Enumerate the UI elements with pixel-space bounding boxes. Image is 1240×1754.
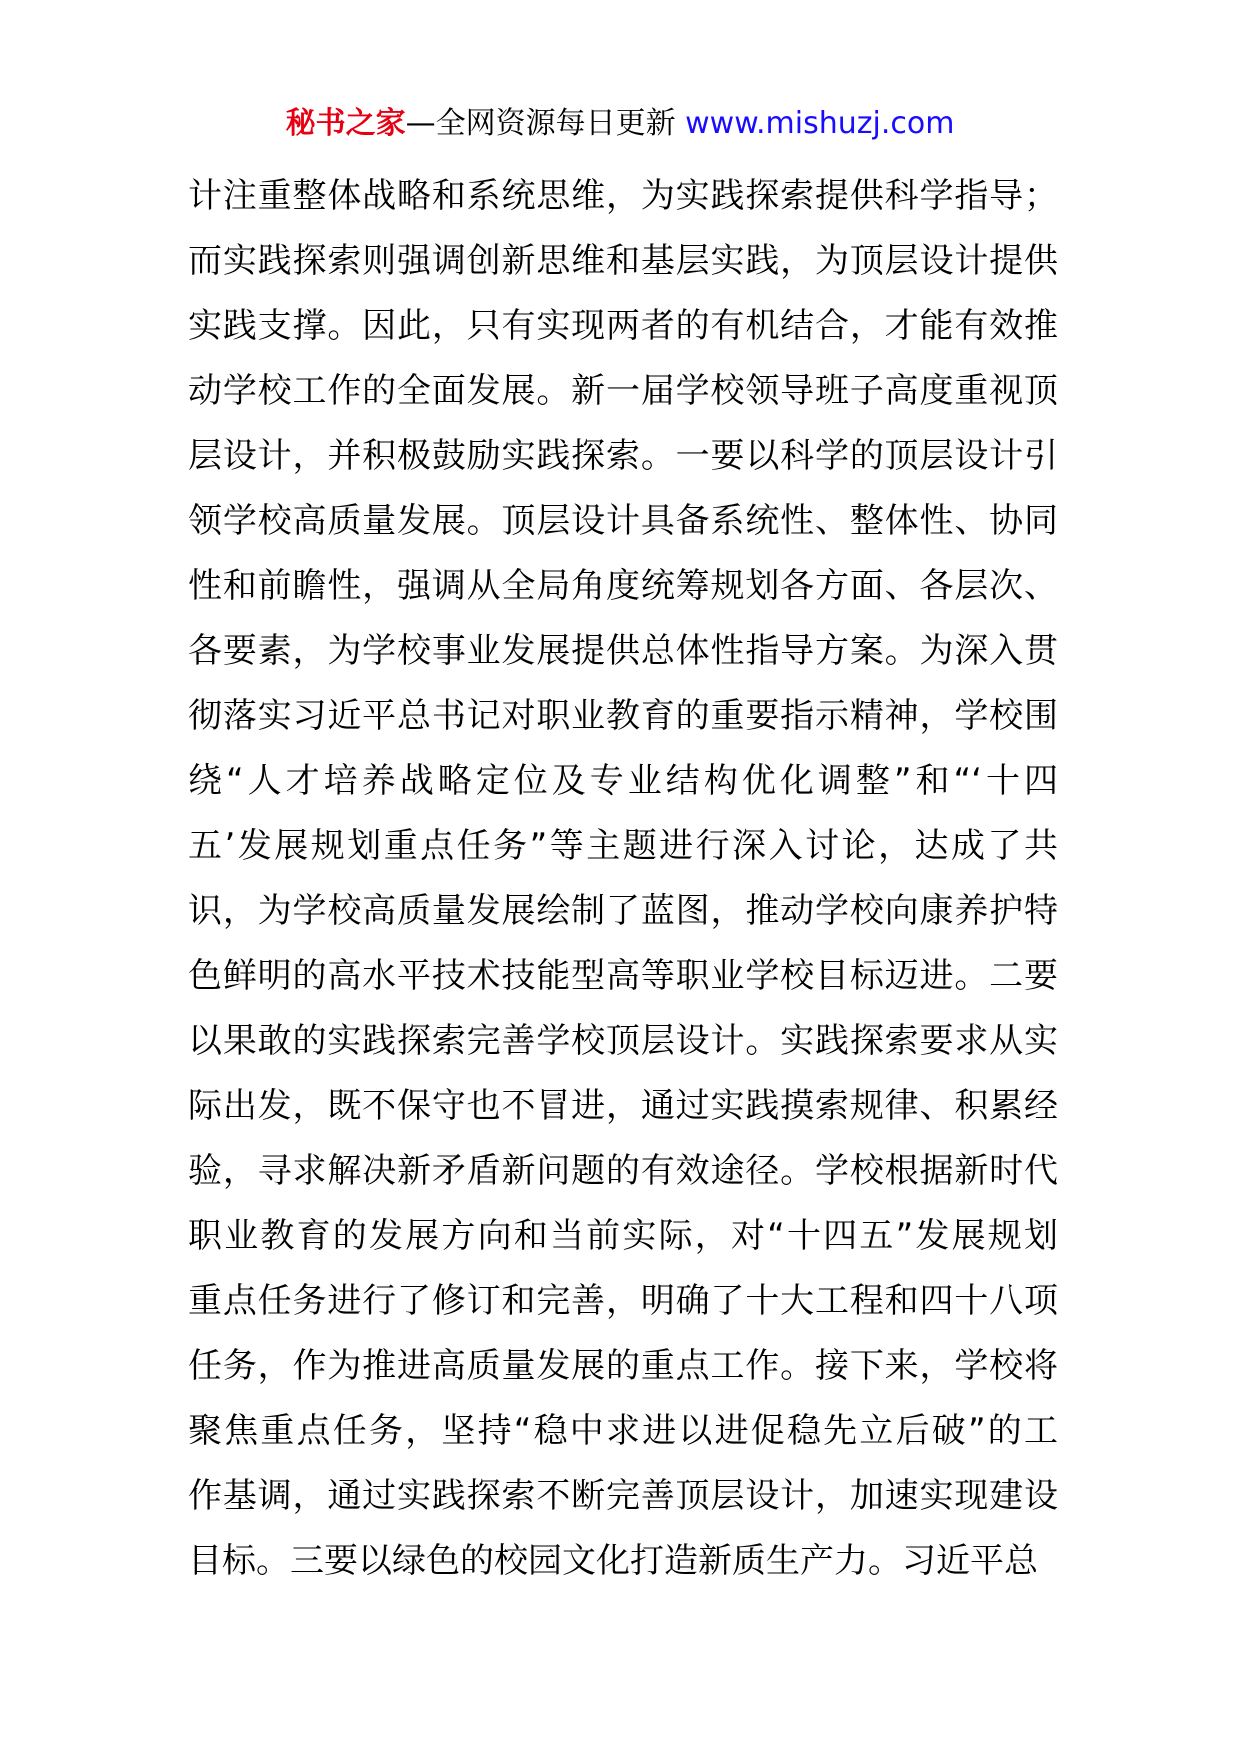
text-line: 职业教育的发展方向和当前实际，对“十四五”发展规划 [188,1216,1058,1256]
text-line: 实践支撑。因此，只有实现两者的有机结合，才能有效推 [188,306,1058,346]
text-line: 任务，作为推进高质量发展的重点工作。接下来，学校将 [188,1346,1058,1386]
text-line: 而实践探索则强调创新思维和基层实践，为顶层设计提供 [188,241,1058,281]
text-line: 目标。三要以绿色的校园文化打造新质生产力。习近平总 [188,1541,1038,1581]
text-line: 领学校高质量发展。顶层设计具备系统性、整体性、协同 [188,501,1058,541]
page-header [0,102,1240,146]
text-line: 际出发，既不保守也不冒进，通过实践摸索规律、积累经 [188,1086,1058,1126]
text-line: 作基调，通过实践探索不断完善顶层设计，加速实现建设 [188,1476,1058,1516]
site-url-link[interactable]: www.mishuzj.com [685,106,955,141]
text-line: 五’发展规划重点任务”等主题进行深入讨论，达成了共 [188,826,1058,866]
site-tagline: —全网资源每日更新 [405,106,686,141]
site-name: 秘书之家 [285,106,406,141]
text-line: 层设计，并积极鼓励实践探索。一要以科学的顶层设计引 [188,436,1058,476]
text-line: 验，寻求解决新矛盾新问题的有效途径。学校根据新时代 [188,1151,1058,1191]
text-line: 动学校工作的全面发展。新一届学校领导班子高度重视顶 [188,371,1058,411]
text-line: 各要素，为学校事业发展提供总体性指导方案。为深入贯 [188,631,1058,671]
text-line: 计注重整体战略和系统思维，为实践探索提供科学指导； [188,176,1058,216]
text-line: 彻落实习近平总书记对职业教育的重要指示精神，学校围 [188,696,1058,736]
text-line: 色鲜明的高水平技术技能型高等职业学校目标迈进。二要 [188,956,1058,996]
text-line: 绕“人才培养战略定位及专业结构优化调整”和“‘十四 [188,761,1058,801]
text-line: 聚焦重点任务，坚持“稳中求进以进促稳先立后破”的工 [188,1411,1058,1451]
text-line: 重点任务进行了修订和完善，明确了十大工程和四十八项 [188,1281,1058,1321]
document-body [188,164,1058,1594]
text-line: 识，为学校高质量发展绘制了蓝图，推动学校向康养护特 [188,891,1058,931]
text-line: 性和前瞻性，强调从全局角度统筹规划各方面、各层次、 [188,566,1058,606]
text-line: 以果敢的实践探索完善学校顶层设计。实践探索要求从实 [188,1021,1058,1061]
